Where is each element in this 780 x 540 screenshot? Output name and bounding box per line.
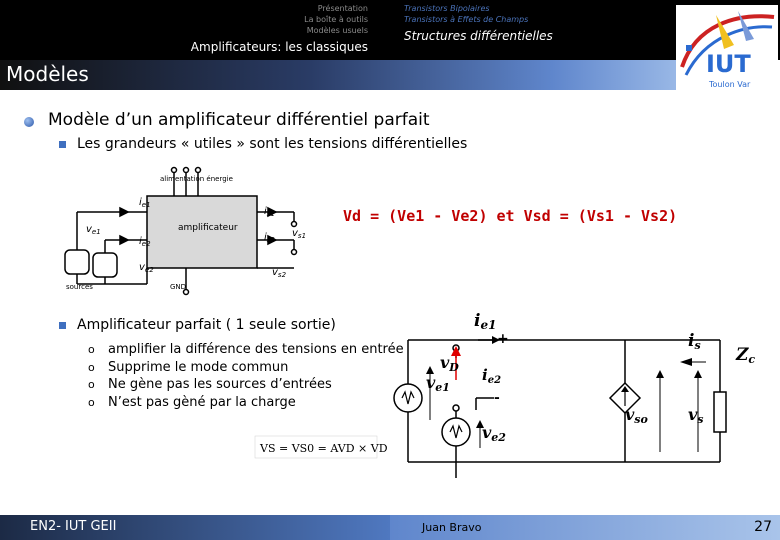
ie2-label: $i_{e2}$ [139, 236, 151, 248]
sources-label: sources [66, 283, 93, 291]
vD-label: vD [440, 353, 459, 374]
slide-subheading: Les grandeurs « utiles » sont les tensions différentielles [77, 136, 468, 152]
list-item: o amplifier la différence des tensions en entrée [88, 342, 404, 357]
ve2-label: ve2 [482, 423, 506, 444]
vs-label: vs [688, 405, 704, 426]
nav-item-fet[interactable]: Transistors à Effets de Champs [404, 15, 529, 24]
footer-author: Juan Bravo [422, 521, 482, 534]
gnd-label: GND [170, 283, 187, 291]
nav-item-models[interactable]: Modèles usuels [306, 26, 368, 35]
list-item: o Supprime le mode commun [88, 359, 289, 375]
footer-left [0, 515, 390, 540]
circle-bullet-icon: o [88, 343, 95, 356]
page-number: 27 [754, 519, 772, 535]
vs2-label: $v_{s2}$ [272, 267, 287, 279]
formula-text: VS = VS0 = AVD × VD [260, 442, 388, 455]
ie1-label: $i_{e1}$ [139, 197, 151, 209]
logo-subtitle: Toulon Var [709, 80, 751, 89]
footer-right [390, 515, 780, 540]
nav-item-bipolar[interactable]: Transistors Bipolaires [404, 4, 490, 13]
vs1-label: $v_{s1}$ [292, 228, 307, 240]
circle-bullet-icon: o [88, 378, 95, 391]
section-title: Modèles [6, 62, 89, 86]
footer-course: EN2- IUT GEII [30, 519, 117, 534]
formula [255, 436, 388, 458]
diagram2-labels [426, 311, 755, 444]
is1-label: $i_{s1}$ [264, 206, 275, 218]
vso-label: vso [625, 405, 648, 426]
ie2-label: $i_{e2}$ [482, 366, 502, 386]
is-label: is [688, 331, 701, 352]
parfait-title: Amplificateur parfait ( 1 seule sortie) [77, 317, 336, 333]
ve2-label: $v_{e2}$ [139, 262, 154, 274]
amplifier-label: amplificateur [178, 223, 238, 233]
nav-current-left[interactable]: Amplificateurs: les classiques [190, 40, 368, 54]
logo-text: IUT [706, 50, 751, 78]
minus-label: - [494, 390, 500, 406]
ve1-label: ve1 [426, 373, 450, 394]
nav-current-right[interactable]: Structures différentielles [404, 29, 553, 43]
is2-label: $i_{s2}$ [264, 232, 275, 244]
nav-item-presentation[interactable]: Présentation [317, 4, 368, 13]
circle-bullet-icon: o [88, 395, 95, 409]
plus-label: + [497, 331, 509, 347]
supply-label: alimentation énergie [160, 175, 233, 183]
ie1-label: ie1 [474, 311, 497, 332]
nav-item-toolbox[interactable]: La boîte à outils [304, 15, 368, 24]
ve1-label: $v_{e1}$ [86, 224, 101, 236]
list-item: o N’est pas gèné par la charge [88, 394, 296, 410]
circle-bullet-icon: o [88, 360, 95, 374]
differential-equation: Vd = (Ve1 - Ve2) et Vsd = (Vs1 - Vs2) [343, 207, 678, 225]
slide-heading: Modèle d’un amplificateur différentiel parfait [48, 110, 430, 130]
zc-label: Zc [736, 345, 756, 366]
list-item: o Ne gène pas les sources d’entrées [88, 377, 332, 392]
